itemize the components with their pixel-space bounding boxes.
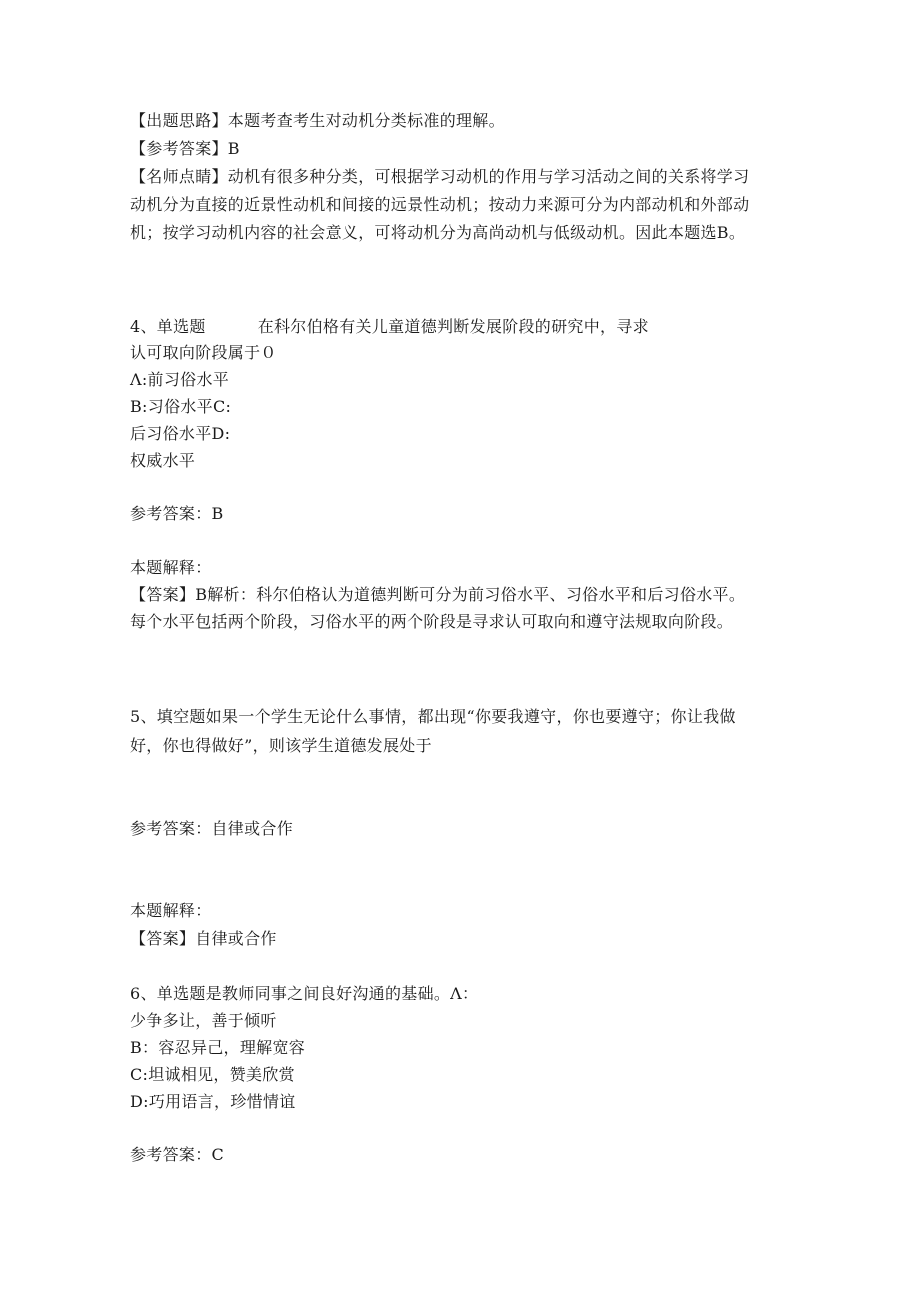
q6-option-b: B：容忍异己，理解宽容 — [130, 1038, 306, 1057]
q6-option-a: 少争多让，善于倾听 — [130, 1011, 277, 1030]
q4-stem-line-2: 认可取向阶段属于０ — [130, 343, 277, 362]
q6-option-c: C:坦诚相见，赞美欣赏 — [130, 1065, 295, 1084]
q4-explain-label: 本题解释： — [130, 558, 212, 577]
q4-option-b: B:习俗水平C: — [130, 397, 232, 416]
q3-comment-line-2: 动机分为直接的近景性动机和间接的远景性动机；按动力来源可分为内部动机和外部动 — [130, 195, 750, 214]
q5-stem-line-1: 5、填空题如果一个学生无论什么事情，都出现“你要我遵守，你也要遵守；你让我做 — [130, 707, 736, 726]
q5-explain-line: 【答案】自律或合作 — [130, 929, 277, 948]
q3-thinking: 【出题思路】本题考查考生对动机分类标准的理解。 — [130, 111, 505, 130]
q4-option-d: 权威水平 — [130, 451, 196, 470]
q4-stem-text: 在科尔伯格有关儿童道德判断发展阶段的研究中，寻求 — [257, 317, 649, 336]
q6-answer: 参考答案：C — [130, 1145, 225, 1164]
q3-comment-line-1: 【名师点睛】动机有很多种分类，可根据学习动机的作用与学习活动之间的关系将学习 — [130, 167, 750, 186]
q6-option-d: D:巧用语言，珍惜情谊 — [130, 1092, 296, 1111]
q5-answer: 参考答案：自律或合作 — [130, 819, 294, 838]
q4-explain-line-1: 【答案】B解析：科尔伯格认为道德判断可分为前习俗水平、习俗水平和后习俗水平。 — [130, 585, 746, 604]
q4-number-type: 4、单选题 — [130, 317, 206, 336]
q4-answer: 参考答案：B — [130, 504, 224, 523]
q3-comment-line-3: 机；按学习动机内容的社会意义，可将动机分为高尚动机与低级动机。因此本题选B。 — [130, 223, 746, 242]
q4-stem-line-1 — [130, 316, 649, 338]
q5-stem-line-2: 好，你也得做好”，则该学生道德发展处于 — [130, 736, 432, 755]
q6-stem: 6、单选题是教师同事之间良好沟通的基础。Λ： — [130, 984, 479, 1003]
q3-reference-answer: 【参考答案】B — [130, 139, 240, 158]
q4-option-a: Λ:前习俗水平 — [130, 370, 230, 389]
q4-explain-line-2: 每个水平包括两个阶段，习俗水平的两个阶段是寻求认可取向和遵守法规取向阶段。 — [130, 612, 734, 631]
q4-option-c: 后习俗水平D: — [130, 424, 231, 443]
q5-explain-label: 本题解释： — [130, 901, 212, 920]
